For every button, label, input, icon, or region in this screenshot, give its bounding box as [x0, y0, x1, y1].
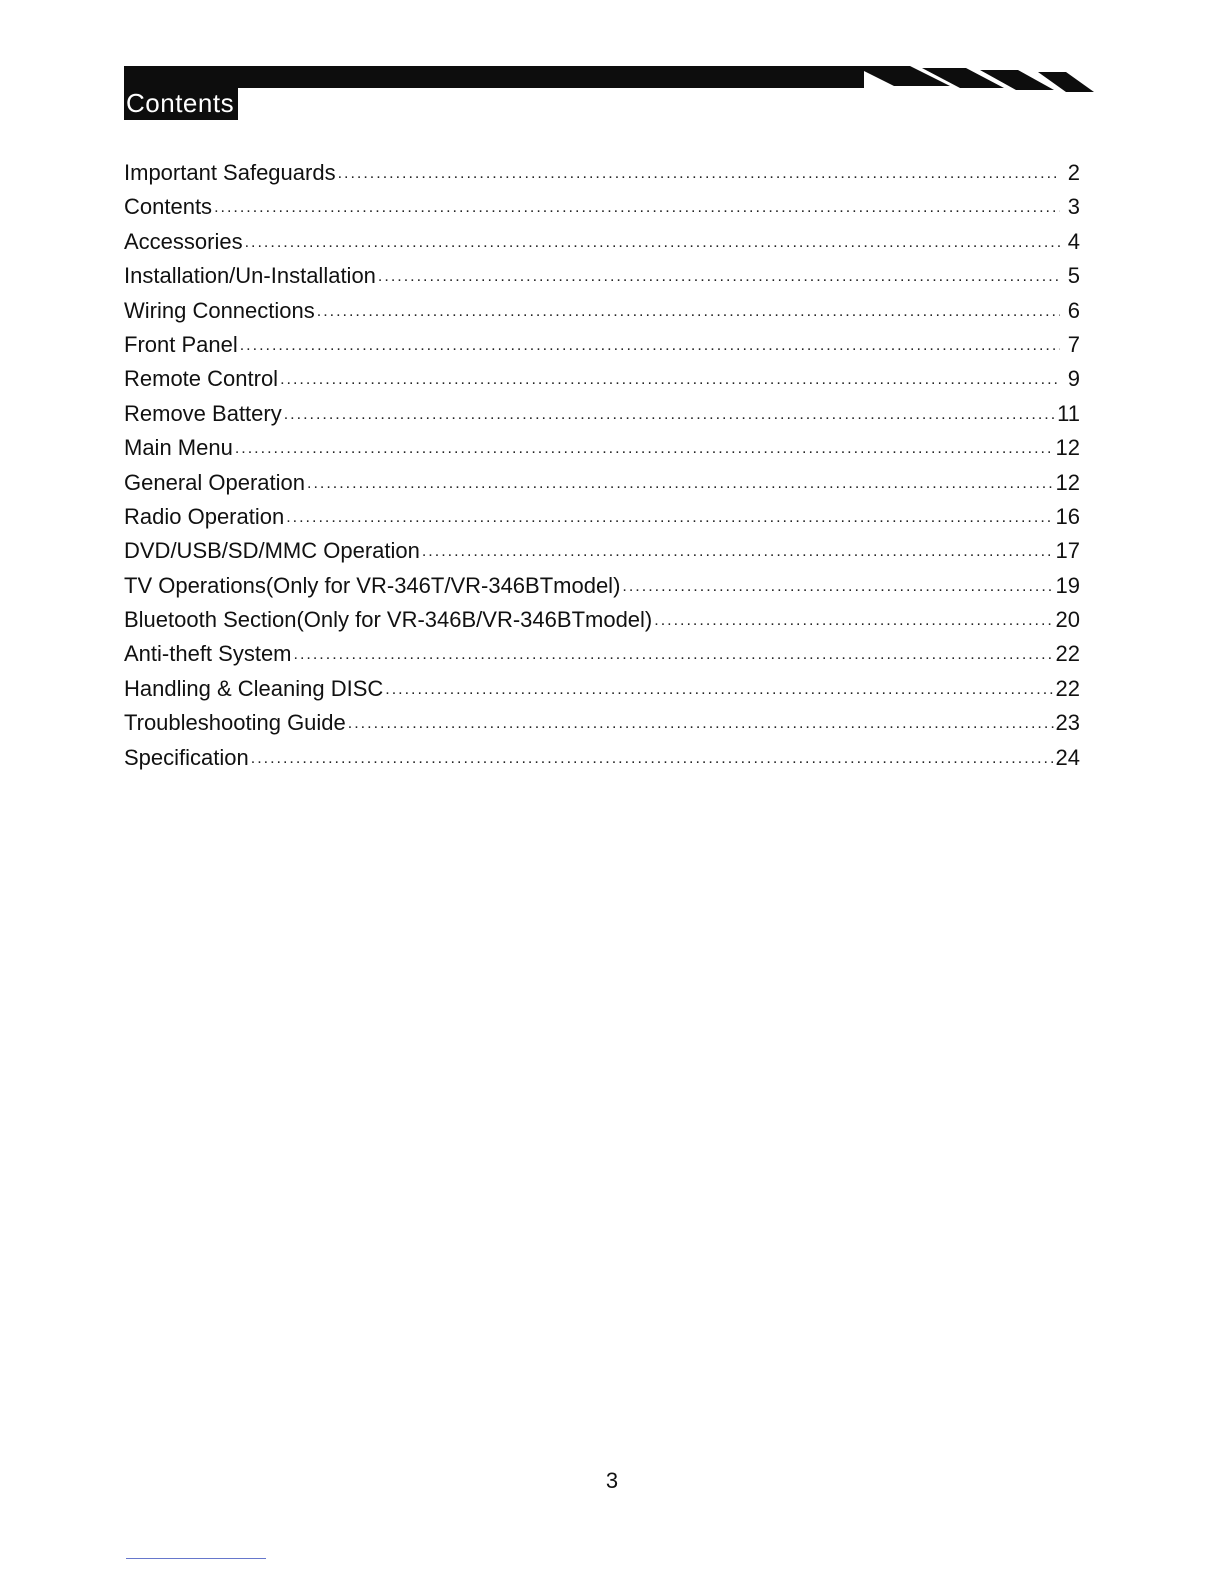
toc-entry-title: Bluetooth Section(Only for VR-346B/VR-346BTmodel): [124, 607, 653, 633]
toc-dot-leader: [338, 154, 1060, 191]
toc-dot-leader: [235, 429, 1054, 466]
toc-entry[interactable]: [124, 362, 1080, 396]
toc-entry-page: 12: [1055, 435, 1080, 461]
toc-dot-leader: [245, 223, 1060, 260]
toc-entry-title: Troubleshooting Guide: [124, 710, 346, 736]
toc-entry-page: 23: [1055, 710, 1080, 736]
toc-entry-page: 12: [1055, 469, 1080, 495]
toc-entry-title: Main Menu: [124, 435, 233, 461]
toc-entry-title: Contents: [124, 194, 213, 220]
toc-entry-title: Installation/Un-Installation: [124, 263, 376, 289]
toc-entry-title: Radio Operation: [124, 503, 285, 529]
toc-entry[interactable]: [124, 500, 1080, 534]
toc-dot-leader: [654, 601, 1053, 638]
toc-entry-title: DVD/USB/SD/MMC Operation: [124, 538, 420, 564]
toc-entry-title: Handling & Cleaning DISC: [124, 675, 384, 701]
toc-entry-page: 7: [1067, 331, 1080, 357]
section-header: [124, 62, 1094, 122]
toc-dot-leader: [284, 395, 1055, 432]
toc-entry[interactable]: [124, 225, 1080, 259]
toc-entry-title: Specification: [124, 744, 249, 770]
toc-entry-page: 11: [1057, 400, 1080, 426]
page-title: Contents: [126, 88, 235, 118]
toc-dot-leader: [422, 532, 1054, 569]
toc-dot-leader: [240, 326, 1060, 363]
toc-entry-page: 20: [1055, 607, 1080, 633]
toc-entry[interactable]: [124, 190, 1080, 224]
toc-entry[interactable]: [124, 534, 1080, 568]
toc-dot-leader: [378, 257, 1060, 294]
toc-entry-title: Wiring Connections: [124, 297, 315, 323]
toc-dot-leader: [622, 567, 1053, 604]
toc-entry-page: 2: [1067, 160, 1080, 185]
toc-dot-leader: [307, 464, 1054, 501]
toc-dot-leader: [280, 360, 1060, 397]
toc-dot-leader: [294, 635, 1054, 672]
toc-entry-page: 5: [1067, 263, 1080, 289]
toc-entry[interactable]: [124, 259, 1080, 293]
toc-entry-title: Remove Battery: [124, 400, 282, 426]
toc-entry-title: Remote Control: [124, 366, 279, 392]
toc-entry[interactable]: [124, 603, 1080, 637]
toc-entry[interactable]: [124, 431, 1080, 465]
toc-entry-page: 4: [1067, 228, 1080, 254]
toc-entry-title: Accessories: [124, 228, 243, 254]
toc-entry[interactable]: [124, 741, 1080, 775]
toc-entry[interactable]: [124, 569, 1080, 603]
toc-entry[interactable]: [124, 294, 1080, 328]
footer-rule: [126, 1558, 266, 1559]
toc-entry-title: Front Panel: [124, 331, 238, 357]
header-title-box: [124, 86, 238, 120]
toc-entry[interactable]: [124, 706, 1080, 740]
page-number: 3: [605, 1468, 619, 1493]
toc-entry[interactable]: [124, 672, 1080, 706]
toc-entry-page: 6: [1067, 297, 1080, 323]
toc-entry-title: TV Operations(Only for VR-346T/VR-346BTmodel): [124, 572, 621, 598]
toc-entry-title: Anti-theft System: [124, 641, 292, 667]
toc-dot-leader: [317, 292, 1060, 329]
toc-entry-page: 16: [1055, 503, 1080, 529]
header-stripes-decoration: [854, 62, 1094, 102]
toc-entry-page: 22: [1055, 641, 1080, 667]
toc-entry-page: 3: [1067, 194, 1080, 220]
toc-entry[interactable]: [124, 156, 1080, 190]
toc-entry-page: 17: [1055, 538, 1080, 564]
header-bar: [124, 66, 864, 88]
table-of-contents: [124, 156, 1080, 775]
toc-entry[interactable]: [124, 466, 1080, 500]
toc-dot-leader: [251, 739, 1054, 776]
toc-entry[interactable]: [124, 397, 1080, 431]
toc-entry-title: Important Safeguards: [124, 160, 336, 185]
toc-dot-leader: [214, 188, 1060, 225]
toc-dot-leader: [385, 670, 1053, 707]
toc-entry-page: 19: [1055, 572, 1080, 598]
toc-entry-title: General Operation: [124, 469, 305, 495]
toc-entry[interactable]: [124, 637, 1080, 671]
toc-dot-leader: [286, 498, 1053, 535]
toc-entry[interactable]: [124, 328, 1080, 362]
toc-dot-leader: [348, 704, 1054, 741]
toc-entry-page: 24: [1055, 744, 1080, 770]
toc-entry-page: 22: [1055, 675, 1080, 701]
toc-entry-page: 9: [1067, 366, 1080, 392]
